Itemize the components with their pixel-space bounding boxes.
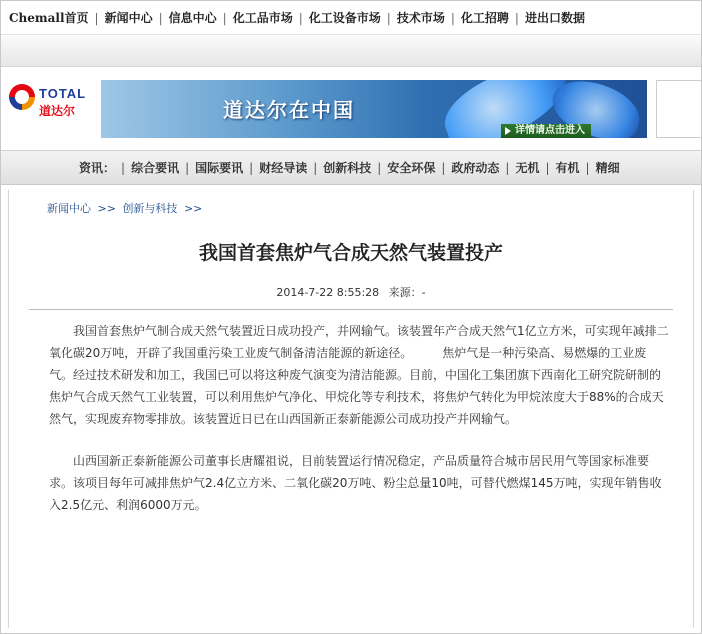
article-paragraph: 我国首套焦炉气制合成天然气装置近日成功投产，并网输气。该装置年产合成天然气1亿立方米，可实现年减排二氧化碳20万吨，开辟了我国重污染工业废气制备清洁能源的新途径。 焦炉气是一种污染高、易燃爆的工业废气。经过技术研发和加工，我国已可以将这种废气演变为清洁能源。目前，中国化工集团旗下西南化工研究院研制的焦炉气合成天然气工业装置，可以利用焦炉气净化、甲烷化等专利技术，将焦炉气转化为甲烷浓度大于88%的合成天然气，实现废弃物零排放。该装置近日已在山西国新正泰新能源公司成功投产并网输气。 xyxy=(49,324,669,426)
ad-banner[interactable] xyxy=(101,80,647,138)
arrow-right-icon xyxy=(505,127,511,135)
top-nav xyxy=(1,1,701,35)
nav-separator: | xyxy=(222,10,227,25)
sub-nav-separator: | xyxy=(505,160,510,175)
total-logo[interactable] xyxy=(5,78,101,140)
sub-nav-separator: | xyxy=(441,160,446,175)
sub-nav-separator: | xyxy=(377,160,382,175)
sub-nav-separator: | xyxy=(121,160,126,175)
sub-nav-label: 资讯： xyxy=(79,161,116,175)
breadcrumb-innovation[interactable]: 创新与科技 xyxy=(122,202,178,215)
nav-recruitment[interactable]: 化工招聘 xyxy=(460,11,509,25)
sub-nav-inorganic[interactable]: 无机 xyxy=(515,161,540,175)
sub-nav-separator: | xyxy=(185,160,190,175)
ad-cta-label: 详情请点击进入 xyxy=(515,125,585,136)
article-title: 我国首套焦炉气合成天然气装置投产 xyxy=(198,242,503,264)
total-logo-icon xyxy=(9,84,35,110)
article-source: 来源：- xyxy=(388,286,426,299)
nav-equipment-market[interactable]: 化工设备市场 xyxy=(308,11,381,25)
nav-chemical-market[interactable]: 化工品市场 xyxy=(232,11,293,25)
ad-headline: 道达尔在中国 xyxy=(223,98,355,122)
sub-nav-separator: | xyxy=(313,160,318,175)
nav-chemall-home[interactable]: Chemall首页 xyxy=(9,11,89,25)
banner xyxy=(1,76,701,142)
nav-separator: | xyxy=(158,10,163,25)
sub-nav-general-news[interactable]: 综合要讯 xyxy=(131,161,180,175)
nav-separator: | xyxy=(450,10,455,25)
divider xyxy=(29,309,673,310)
nav-separator: | xyxy=(298,10,303,25)
sub-nav-separator: | xyxy=(545,160,550,175)
article-meta xyxy=(9,284,693,300)
sub-nav-finance[interactable]: 财经导读 xyxy=(259,161,308,175)
breadcrumb-news-center[interactable]: 新闻中心 xyxy=(47,202,91,215)
nav-separator: | xyxy=(386,10,391,25)
sub-nav-separator: | xyxy=(249,160,254,175)
ad-cta-button[interactable] xyxy=(501,124,591,138)
top-gray-bar xyxy=(1,36,701,67)
sub-nav-innovation[interactable]: 创新科技 xyxy=(323,161,372,175)
nav-news-center[interactable]: 新闻中心 xyxy=(104,11,153,25)
article-container xyxy=(8,190,694,628)
nav-info-center[interactable]: 信息中心 xyxy=(168,11,217,25)
sub-nav-organic[interactable]: 有机 xyxy=(555,161,580,175)
breadcrumb-separator: >> xyxy=(183,202,203,215)
side-ad-box[interactable] xyxy=(656,80,702,138)
article-paragraph: 山西国新正泰新能源公司董事长唐耀祖说，目前装置运行情况稳定，产品质量符合城市居民用气等国家标准要求。该项目每年可减排焦炉气2.4亿立方米、二氧化碳20万吨、粉尘总量10吨，可替代燃煤145万吨，实现年销售收入2.5亿元、利润6000万元。 xyxy=(49,454,662,512)
article-body xyxy=(49,320,669,536)
sub-nav-international-news[interactable]: 国际要讯 xyxy=(195,161,244,175)
nav-separator: | xyxy=(514,10,519,25)
article-date: 2014-7-22 8:55:28 xyxy=(276,286,380,299)
breadcrumb xyxy=(47,200,205,216)
sub-nav xyxy=(1,150,701,185)
total-brand-cn: 道达尔 xyxy=(39,104,76,118)
sub-nav-gov[interactable]: 政府动态 xyxy=(451,161,500,175)
nav-separator: | xyxy=(94,10,99,25)
total-brand: TOTAL xyxy=(39,86,87,101)
sub-nav-separator: | xyxy=(585,160,590,175)
breadcrumb-separator: >> xyxy=(97,202,116,215)
nav-tech-market[interactable]: 技术市场 xyxy=(396,11,445,25)
nav-import-export[interactable]: 进出口数据 xyxy=(524,11,585,25)
sub-nav-fine[interactable]: 精细 xyxy=(595,161,620,175)
sub-nav-safety-env[interactable]: 安全环保 xyxy=(387,161,436,175)
